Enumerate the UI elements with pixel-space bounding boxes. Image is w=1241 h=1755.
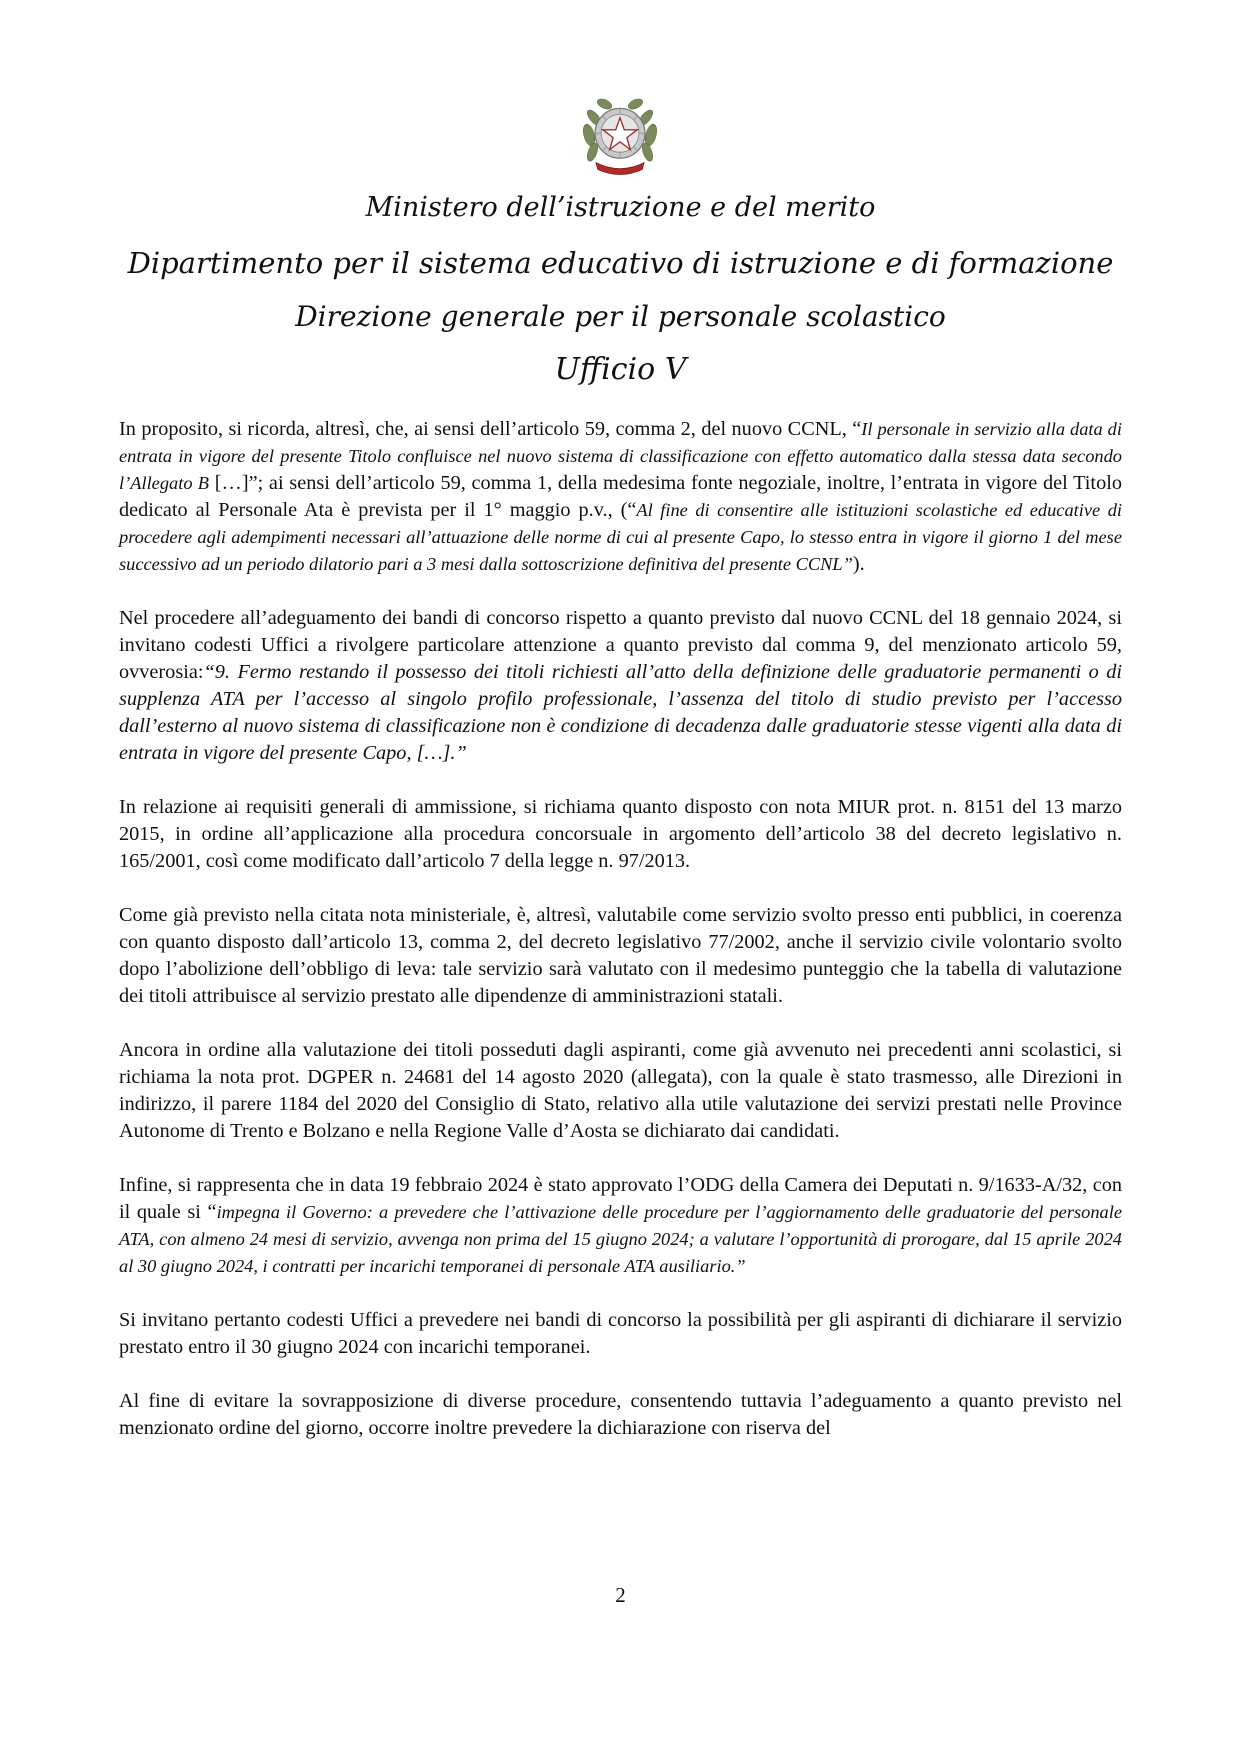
header-department: Dipartimento per il sistema educativo di istruzione e di formazione [127, 246, 1114, 280]
paragraph-5: Ancora in ordine alla valutazione dei titoli posseduti dagli aspiranti, come già avvenuto nei precedenti anni scolastici, si richiama la nota prot. DGPER n. 24681 del 14 agosto 2020 (allegata), con la quale è stato trasmesso, alle Direzioni in indirizzo, il parere 1184 del 2020 del Consiglio di Stato, relativo alla utile valutazione dei servizi prestati nelle Province Autonome di Trento e Bolzano e nella Regione Valle d’Aosta se dichiarato dai candidati. [119, 1039, 1122, 1142]
page-number: 2 [615, 1583, 626, 1607]
paragraph-6-text: Infine, si rappresenta che in data 19 febbraio 2024 è stato approvato l’ODG della Camera dei Deputati n. 9/1633-A/32, con il quale si “ [119, 1174, 1122, 1223]
header-directorate: Direzione generale per il personale scolastico [295, 300, 946, 333]
paragraph-7: Si invitano pertanto codesti Uffici a prevedere nei bandi di concorso la possibilità per gli aspiranti di dichiarare il servizio prestato entro il 30 giugno 2024 con incarichi temporanei. [119, 1309, 1122, 1358]
paragraph-2-quote: “9. Fermo restando il possesso dei titoli richiesti all’atto della definizione delle graduatorie permanenti o di supplenza ATA per l’accesso al singolo profilo professionale, l’assenza del titolo di studio previsto per l’accesso dall’esterno al nuovo sistema di classificazione non è condizione di decadenza dalle graduatorie stesse vigenti alla data di entrata in vigore del presente Capo, […].” [119, 661, 1122, 764]
paragraph-1-quote-2: Al fine di consentire alle istituzioni scolastiche ed educative di procedere agli adempimenti necessari all’attuazione delle norme di cui al presente Capo, lo stesso entra in vigore il giorno 1 del mese successivo ad un periodo dilatorio pari a 3 mesi dalla sottoscrizione definitiva del presente CCNL” [119, 500, 1122, 574]
paragraph-2 [119, 605, 1122, 767]
header-ministry: Ministero dell’istruzione e del merito [365, 192, 876, 223]
paragraph-8: Al fine di evitare la sovrapposizione di diverse procedure, consentendo tuttavia l’adeguamento a quanto previsto nel menzionato ordine del giorno, occorre inoltre prevedere la dichiarazione con riserva del [119, 1390, 1122, 1439]
paragraph-3: In relazione ai requisiti generali di ammissione, si richiama quanto disposto con nota MIUR prot. n. 8151 del 13 marzo 2015, in ordine all’applicazione alla procedura concorsuale in argomento dell’articolo 38 del decreto legislativo n. 165/2001, così come modificato dall’articolo 7 della legge n. 97/2013. [119, 796, 1122, 872]
paragraph-1-text-2: […]”; ai sensi dell’articolo 59, comma 1, della medesima fonte negoziale, inoltre, l’entrata in vigore del Titolo dedicato al Personale Ata è prevista per il 1° maggio p.v., (“ [119, 472, 1122, 521]
paragraph-6-quote: impegna il Governo: a prevedere che l’attivazione delle procedure per l’aggiornamento delle graduatorie del personale ATA, con almeno 24 mesi di servizio, avvenga non prima del 15 giugno 2024; a valutare l’opportunità di prorogare, dal 15 aprile 2024 al 30 giugno 2024, i contratti per incarichi temporanei di personale ATA ausiliario.” [119, 1202, 1123, 1276]
paragraph-1-quote-1: Il personale in servizio alla data di entrata in vigore del presente Titolo confluisce nel nuovo sistema di classificazione con effetto automatico dalla stessa data secondo l’Allegato B [119, 419, 1122, 493]
document-body [119, 416, 1122, 1469]
paragraph-1 [119, 416, 1122, 578]
italian-republic-emblem-icon [577, 92, 663, 178]
paragraph-4: Come già previsto nella citata nota ministeriale, è, altresì, valutabile come servizio svolto presso enti pubblici, in coerenza con quanto disposto dall’articolo 13, comma 2, del decreto legislativo 77/2002, anche il servizio civile volontario svolto dopo l’abolizione dell’obbligo di leva: tale servizio sarà valutato con il medesimo punteggio che la tabella di valutazione dei titoli attribuisce al servizio prestato alle dipendenze di amministrazioni statali. [119, 904, 1122, 1007]
paragraph-1-text-3: ). [852, 553, 865, 575]
header-office: Ufficio V [554, 352, 687, 387]
paragraph-2-text: Nel procedere all’adeguamento dei bandi di concorso rispetto a quanto previsto dal nuovo CCNL del 18 gennaio 2024, si invitano codesti Uffici a rivolgere particolare attenzione a quanto previsto dal comma 9, del menzionato articolo 59, ovverosia: [119, 607, 1122, 683]
paragraph-1-text: In proposito, si ricorda, altresì, che, ai sensi dell’articolo 59, comma 2, del nuovo CCNL, “ [119, 418, 862, 440]
paragraph-6 [119, 1172, 1122, 1280]
